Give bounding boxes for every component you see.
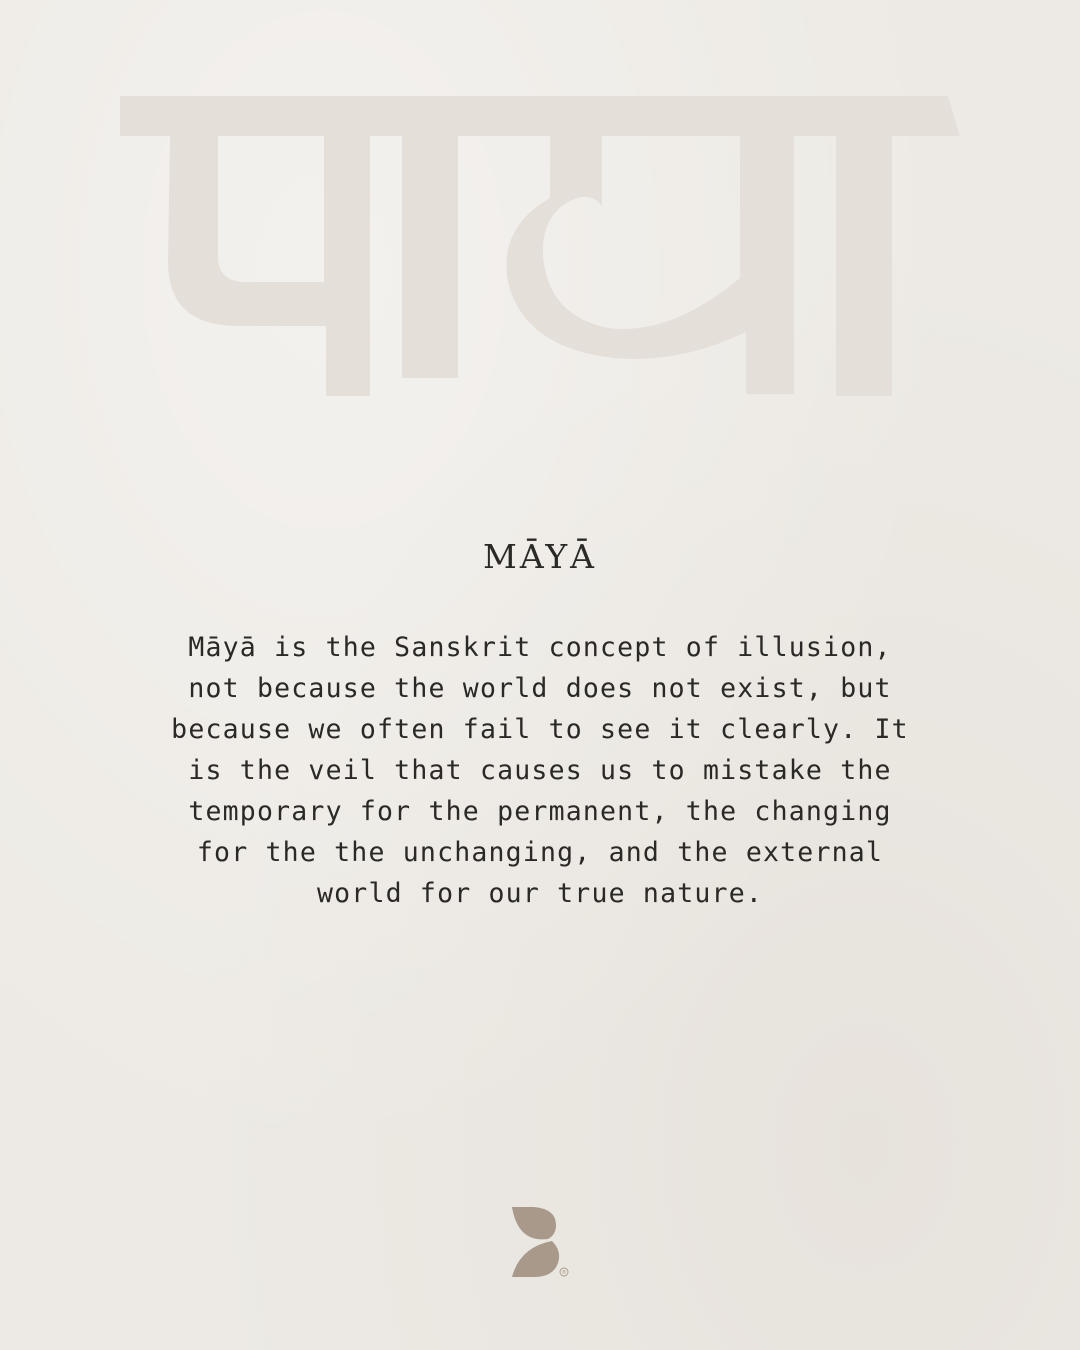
registered-mark: ® — [561, 1270, 567, 1276]
page-title: MĀYĀ — [483, 537, 597, 576]
brand-logo — [508, 1203, 572, 1279]
maya-devanagari-logo — [120, 96, 960, 402]
brand-b-icon — [508, 1203, 572, 1279]
definition-text: Māyā is the Sanskrit concept of illusion, not because the world does not exist, but because we often fail to see it clearly. It is the veil that causes us to mistake the temporary for the permanent, the changing for the the unchanging, and the external world for our true nature. — [171, 632, 909, 909]
devanagari-watermark — [120, 96, 960, 402]
